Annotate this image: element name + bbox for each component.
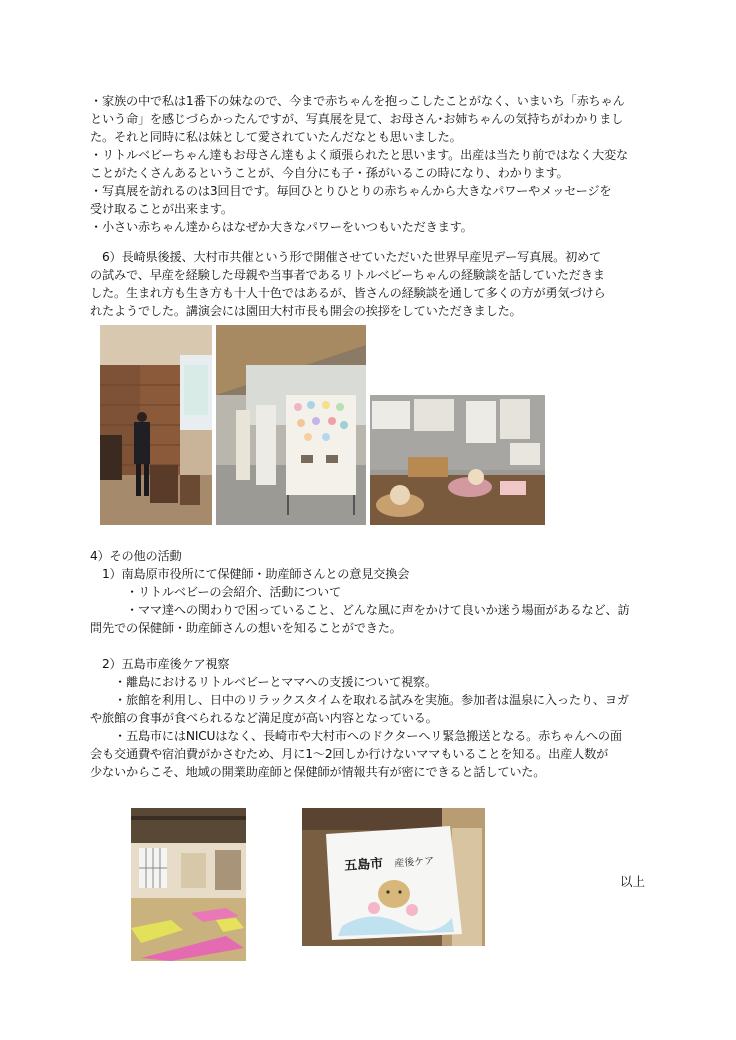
paragraph-line: した。生まれ方も生き方も十人十色ではあるが、皆さんの経験談を通して多くの方が勇気づけら bbox=[90, 286, 606, 300]
opinion-line: ・リトルベビーちゃん達もお母さん達もよく頑張られたと思います。出産は当たり前ではなく大変な bbox=[90, 148, 628, 162]
photo-speaker-at-podium bbox=[100, 325, 212, 525]
bullet-line: 会も交通費や宿泊費がかさむため、月に1～2回しか行けないママもいることを知る。出産人数が bbox=[90, 747, 609, 761]
bullet-line: ・五島市にはNICUはなく、長崎市や大村市へのドクターヘリ緊急搬送となる。赤ちゃんへの面 bbox=[90, 729, 622, 743]
photo-postpartum-care-sign bbox=[302, 808, 485, 946]
sign-label: 産後ケア bbox=[393, 855, 435, 870]
bullet-line: ・リトルベビーの会紹介、活動について bbox=[90, 585, 342, 599]
subsection-heading: 2）五島市産後ケア視察 bbox=[90, 657, 230, 671]
closing-text: 以上 bbox=[620, 874, 646, 889]
photo-display-table bbox=[370, 395, 545, 525]
opinion-line: という命」を感じづらかったんですが、写真展を見て、お母さん･お姉ちゃんの気持ちがわかりまし bbox=[90, 112, 624, 126]
opinion-line: ・小さい赤ちゃん達からはなぜか大きなパワーをいつもいただきます。 bbox=[90, 220, 473, 234]
photo-yoga-room bbox=[131, 808, 246, 961]
opinion-line: た。それと同時に私は妹として愛されていたんだなとも思いました。 bbox=[90, 130, 462, 144]
bullet-line: 少ないからこそ、地域の開業助産師と保健師が情報共有が密にできると話していた。 bbox=[90, 765, 546, 779]
bullet-line: や旅館の食事が食べられるなど満足度が高い内容となっている。 bbox=[90, 711, 438, 725]
paragraph-line: れたようでした。講演会には園田大村市長も開会の挨拶をしていただきました。 bbox=[90, 304, 522, 318]
section-heading: 4）その他の活動 bbox=[90, 549, 182, 563]
subsection-heading: 1）南島原市役所にて保健師・助産師さんとの意見交換会 bbox=[90, 567, 410, 581]
opinion-line: ・家族の中で私は1番下の妹なので、今まで赤ちゃんを抱っこしたことがなく、いまいち「赤ちゃん bbox=[90, 94, 625, 108]
opinion-line: 受け取ることが出来ます。 bbox=[90, 202, 233, 216]
bullet-line: ・ママ達への関わりで困っていること、どんな風に声をかけて良いか迷う場面があるなど、訪 bbox=[90, 603, 630, 617]
opinion-line: ことがたくさんあるということが、今自分にも子・孫がいるこの時になり、わかります。 bbox=[90, 166, 569, 180]
opinion-line: ・写真展を訪れるのは3回目です。毎回ひとりひとりの赤ちゃんから大きなパワーやメッセージを bbox=[90, 184, 612, 198]
paragraph-line: 6）長崎県後援、大村市共催という形で開催させていただいた世界早産児デー写真展。初めて bbox=[90, 250, 602, 264]
bullet-line: 問先での保健師・助産師さんの想いを知ることができた。 bbox=[90, 621, 402, 635]
sign-city: 五島市 bbox=[343, 856, 384, 875]
photo-exhibition-hall bbox=[216, 325, 366, 525]
paragraph-line: の試みで、早産を経験した母親や当事者であるリトルベビーちゃんの経験談を話していただきま bbox=[90, 268, 605, 282]
bullet-line: ・旅館を利用し、日中のリラックスタイムを取れる試みを実施。参加者は温泉に入ったり、ヨガ bbox=[90, 693, 629, 707]
bullet-line: ・離島におけるリトルベビーとママへの支援について視察。 bbox=[90, 675, 437, 689]
